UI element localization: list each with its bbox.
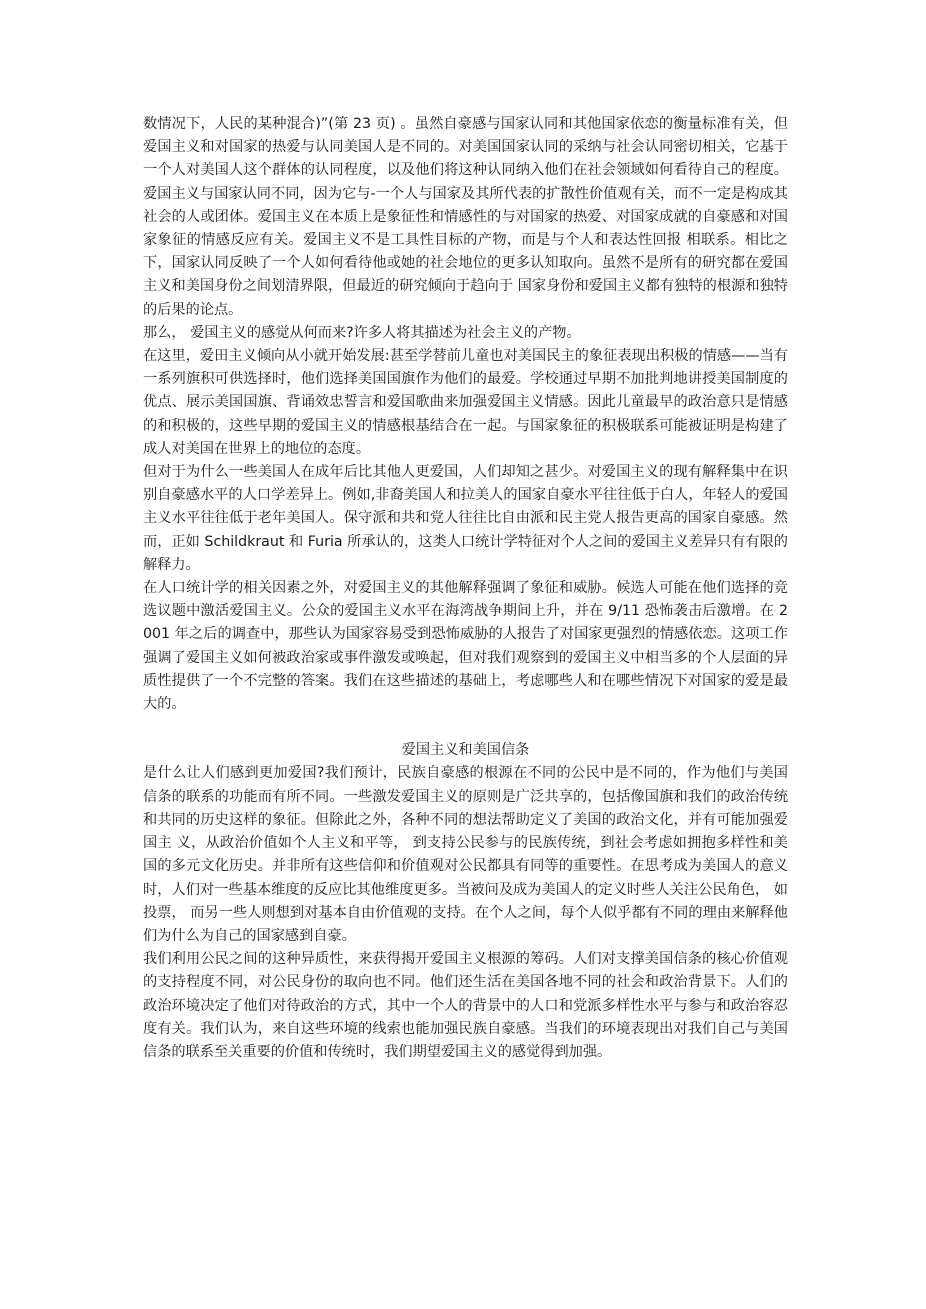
paragraph-symbols-and-threats: 在人口统计学的相关因素之外，对爱国主义的其他解释强调了象征和威胁。候选人可能在他们选择的竞选议题中激活爱国主义。公众的爱国主义水平在海湾战争期间上升，并在 9/11 恐怖袭击后激增。在 2001 年之后的调查中，那些认为国家容易受到恐怖威胁的人报告了对国家更强烈的情感依恋。这项工作强调了爱国主义如何被政治家或事件激发或唤起，但对我们观察到的爱国主义中相当多的个人层面的异质性提供了一个不完整的答案。我们在这些描述的基础上，考虑哪些人和在哪些情况下对国家的爱是最大的。 xyxy=(143,580,788,713)
paragraph-american-creed: 是什么让人们感到更加爱国?我们预计，民族自豪感的根源在不同的公民中是不同的，作为他们与美国信条的联系的功能而有所不同。一些激发爱国主义的原则是广泛共享的，包括像国旗和我们的政治传统和共同的历史这样的象征。但除此之外，各种不同的想法帮助定义了美国的政治文化，并有可能加强爱国主 义，从政治价值如个人主义和平等， 到支持公民参与的民族传统，到社会考虑如拥抱多样性和美国的多元文化历史。并非所有这些信仰和价值观对公民都具有同等的重要性。在思考成为美国人的意义时，人们对一些基本维度的反应比其他维度更多。当被问及成为美国人的定义时些人关注公民角色， 如投票， 而另一些人则想到对基本自由价值观的支持。在个人之间，每个人似乎都有不同的理由来解释他们为什么为自己的国家感到自豪。 xyxy=(143,765,788,944)
section-heading: 爱国主义和美国信条 xyxy=(401,742,530,759)
paragraph-demographic-differences: 但对于为什么一些美国人在成年后比其他人更爱国，人们却知之甚少。对爱国主义的现有解释集中在识别自豪感水平的人口学差异上。例如,非裔美国人和拉美人的国家自豪水平往往低于白人，年轻人的爱国主义水平往往低于老年美国人。保守派和共和党人往往比自由派和民主党人报告更高的国家自豪感。然而，正如 Schildkraut 和 Furia 所承认的，这类人口统计学特征对个人之间的爱国主义差异只有有限的解释力。 xyxy=(143,464,788,573)
paragraph-identity-vs-patriotism: 数情况下，人民的某种混合)”(第 23 页) 。虽然自豪感与国家认同和其他国家依恋的衡量标准有关，但爱国主义和对国家的热爱与认同美国人是不同的。对美国国家认同的采纳与社会认同密切相关，它基于一个人对美国人这个群体的认同程度，以及他们将这种认同纳入他们在社会领域如何看待自己的程度。爱国主义与国家认同不同，因为它与-一个人与国家及其所代表的扩散性价值观有关，而不一定是构成其社会的人或团体。爱国主义在本质上是象征性和情感性的与对国家的热爱、对国家成就的自豪感和对国家象征的情感反应有关。爱国主义不是工具性目标的产物，而是与个人和表达性回报 相联系。相比之下，国家认同反映了一个人如何看待他或她的社会地位的更多认知取向。虽然不是所有的研究都在爱国主义和美国身份之间划清界限，但最近的研究倾向于趋向于 国家身份和爱国主义都有独特的根源和独特的后果的论点。 xyxy=(143,116,788,318)
paragraph-childhood-development: 在这里，爱田主义倾向从小就开始发展:甚至学替前儿童也对美国民主的象征表现出积极的情感——当有一系列旗积可供选择时，他们选择美国国旗作为他们的最爱。学校通过早期不加批判地讲授美国制度的优点、展示美国国旗、背诵效忠誓言和爱国歌曲来加强爱国主义情感。因此儿童最早的政治意只是情感的和积极的，这些早期的爱国主义的情感根基结合在一起。与国家象征的积极联系可能被证明是构建了成人对美国在世界上的地位的态度。 xyxy=(143,348,788,457)
document-page xyxy=(143,113,788,1064)
section-spacer xyxy=(143,716,788,739)
paragraph-heterogeneity: 我们利用公民之间的这种异质性，来获得揭开爱国主义根源的筹码。人们对支撑美国信条的核心价值观的支持程度不同，对公民身份的取向也不同。他们还生活在美国各地不同的社会和政治背景下。人们的政治环境决定了他们对待政治的方式，其中一个人的背景中的人口和党派多样性水平与参与和政治容忍度有关。我们认为，来自这些环境的线索也能加强民族自豪感。当我们的环境表现出对我们自己与美国信条的联系至关重要的价值和传统时，我们期望爱国主义的感觉得到加强。 xyxy=(143,951,788,1060)
paragraph-origin-question: 那么， 爱国主义的感觉从何而来?许多人将其描述为社会主义的产物。 xyxy=(143,324,581,341)
